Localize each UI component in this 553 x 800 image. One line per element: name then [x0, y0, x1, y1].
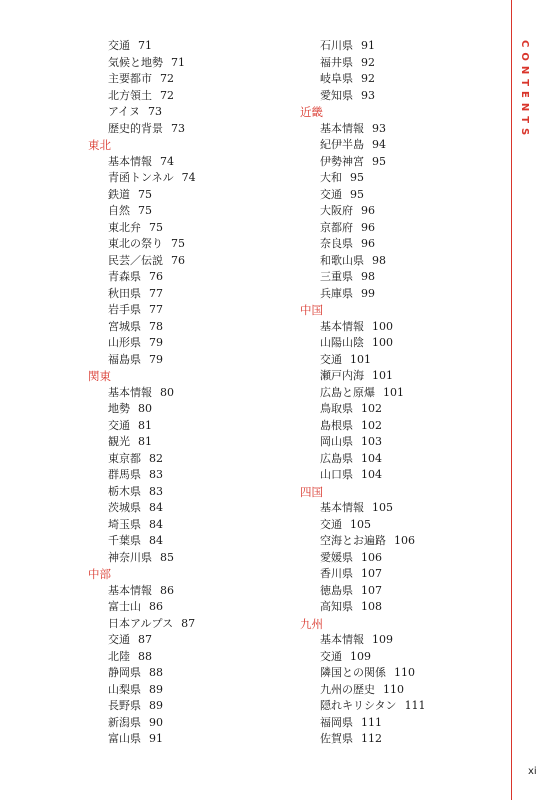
entry-page-number: 98: [361, 270, 375, 283]
entry-label: 観光: [108, 435, 130, 448]
toc-entry: [300, 517, 426, 534]
toc-entry: [300, 38, 426, 55]
entry-page-number: 111: [361, 715, 382, 729]
toc-entry: [300, 632, 426, 649]
entry-page-number: 87: [181, 616, 196, 630]
entry-page-number: 93: [361, 88, 375, 102]
entry-page-number: 73: [148, 105, 163, 118]
entry-label: 北方領土: [108, 88, 152, 102]
toc-entry: [88, 335, 196, 352]
entry-page-number: 77: [149, 286, 163, 300]
entry-label: 山口県: [320, 468, 353, 481]
toc-entry: [88, 616, 196, 633]
entry-page-number: 81: [138, 418, 152, 432]
toc-entry: [300, 368, 426, 385]
entry-label: 広島と原爆: [320, 385, 375, 399]
entry-label: 石川県: [320, 39, 353, 52]
contents-divider-rule: [511, 0, 512, 800]
entry-label: 基本情報: [108, 583, 152, 597]
toc-entry: [88, 154, 196, 171]
entry-page-number: 89: [149, 682, 163, 696]
entry-page-number: 76: [171, 253, 185, 267]
entry-page-number: 83: [149, 484, 163, 498]
entry-label: 岡山県: [320, 435, 353, 448]
toc-entry: [88, 649, 196, 666]
toc-entry: [300, 434, 426, 451]
toc-entry: [88, 401, 196, 418]
entry-page-number: 108: [361, 600, 382, 613]
entry-page-number: 106: [394, 534, 415, 547]
toc-entry: [88, 533, 196, 550]
toc-entry: [300, 451, 426, 468]
entry-page-number: 105: [372, 501, 393, 514]
entry-label: 自然: [108, 204, 130, 217]
entry-label: 交通: [320, 517, 342, 531]
toc-entry: [300, 500, 426, 517]
toc-entry: [88, 467, 196, 484]
toc-entry: [88, 715, 196, 732]
toc-entry: [300, 253, 426, 270]
toc-entry: [300, 566, 426, 583]
entry-page-number: 90: [149, 715, 163, 729]
entry-label: 富士山: [108, 600, 141, 613]
entry-label: 交通: [320, 352, 342, 366]
entry-label: 基本情報: [320, 319, 364, 333]
toc-entry: [300, 698, 426, 715]
entry-page-number: 75: [138, 204, 152, 217]
entry-label: 山梨県: [108, 682, 141, 696]
entry-page-number: 73: [171, 121, 185, 135]
toc-entry: [88, 203, 196, 220]
contents-vertical-title: CONTENTS: [519, 40, 530, 141]
entry-label: 山陽山陰: [320, 336, 364, 349]
section-heading: 四国: [300, 484, 323, 499]
toc-entry: [88, 121, 196, 138]
toc-entry: [88, 583, 196, 600]
entry-page-number: 84: [149, 534, 163, 547]
entry-label: 主要都市: [108, 72, 152, 85]
entry-page-number: 110: [394, 666, 415, 679]
entry-page-number: 92: [361, 72, 375, 85]
entry-page-number: 78: [149, 319, 163, 333]
entry-label: 岐阜県: [320, 72, 353, 85]
toc-entry: [300, 71, 426, 88]
entry-label: 長野県: [108, 699, 141, 712]
entry-page-number: 98: [372, 253, 386, 267]
entry-page-number: 76: [149, 270, 163, 283]
entry-label: 基本情報: [320, 633, 364, 646]
entry-page-number: 86: [160, 583, 174, 597]
toc-entry: [88, 104, 196, 121]
toc-entry: [88, 682, 196, 699]
toc-entry: [300, 715, 426, 732]
entry-label: 大和: [320, 171, 342, 184]
section-heading: 近畿: [300, 105, 323, 119]
entry-label: 静岡県: [108, 666, 141, 679]
entry-label: 岩手県: [108, 303, 141, 316]
entry-page-number: 91: [149, 732, 163, 745]
toc-entry: [300, 55, 426, 72]
entry-label: 福島県: [108, 352, 141, 366]
entry-label: 歴史的背景: [108, 121, 163, 135]
entry-page-number: 93: [372, 121, 386, 135]
toc-entry: [300, 335, 426, 352]
entry-label: 新潟県: [108, 715, 141, 729]
entry-label: 島根県: [320, 418, 353, 432]
entry-page-number: 104: [361, 468, 382, 481]
entry-label: アイヌ: [108, 105, 141, 118]
entry-page-number: 110: [383, 682, 404, 696]
entry-label: 民芸／伝説: [108, 253, 163, 267]
entry-page-number: 109: [372, 633, 393, 646]
toc-entry: [300, 269, 426, 286]
entry-page-number: 101: [383, 385, 404, 399]
toc-entry: [88, 71, 196, 88]
entry-label: 青函トンネル: [108, 171, 174, 184]
toc-entry: [300, 599, 426, 616]
entry-label: 佐賀県: [320, 732, 353, 745]
entry-page-number: 71: [171, 55, 185, 69]
entry-page-number: 83: [149, 468, 163, 481]
entry-label: 三重県: [320, 270, 353, 283]
entry-label: 青森県: [108, 270, 141, 283]
entry-label: 基本情報: [320, 121, 364, 135]
entry-page-number: 88: [149, 666, 163, 679]
entry-page-number: 100: [372, 336, 393, 349]
entry-page-number: 92: [361, 55, 375, 69]
entry-page-number: 74: [181, 171, 196, 184]
entry-page-number: 86: [149, 600, 163, 613]
toc-entry: [300, 401, 426, 418]
toc-entry: [88, 170, 196, 187]
entry-page-number: 107: [361, 583, 382, 597]
toc-entry: [88, 319, 196, 336]
entry-page-number: 80: [160, 385, 174, 399]
toc-entry: [88, 269, 196, 286]
toc-entry: [88, 599, 196, 616]
toc-entry: [300, 187, 426, 204]
toc-entry: [300, 649, 426, 666]
entry-label: 基本情報: [108, 385, 152, 399]
toc-entry: [88, 517, 196, 534]
entry-label: 東北の祭り: [108, 237, 163, 250]
entry-label: 兵庫県: [320, 286, 353, 300]
toc-entry: [88, 302, 196, 319]
toc-entry: [300, 203, 426, 220]
entry-label: 京都府: [320, 220, 353, 234]
entry-label: 瀬戸内海: [320, 369, 364, 382]
toc-entry: [88, 698, 196, 715]
toc-entry: [300, 170, 426, 187]
entry-label: 福井県: [320, 55, 353, 69]
entry-label: 愛知県: [320, 88, 353, 102]
toc-entry: [88, 451, 196, 468]
entry-page-number: 96: [361, 204, 375, 217]
toc-entry: [88, 88, 196, 105]
toc-entry: [88, 253, 196, 270]
entry-label: 広島県: [320, 451, 353, 465]
entry-page-number: 111: [404, 699, 426, 712]
toc-entry: [300, 137, 426, 154]
section-heading: 中国: [300, 303, 323, 317]
toc-entry: [88, 500, 196, 517]
toc-entry: [88, 236, 196, 253]
entry-label: 地勢: [108, 402, 130, 415]
toc-entry: [300, 352, 426, 369]
entry-label: 茨城県: [108, 501, 141, 514]
toc-entry: [300, 236, 426, 253]
section-heading: 関東: [88, 369, 111, 383]
entry-label: 和歌山県: [320, 253, 364, 267]
toc-entry: [300, 550, 426, 567]
toc-entry: [300, 121, 426, 138]
entry-label: 愛媛県: [320, 550, 353, 564]
toc-right-column: [300, 38, 426, 748]
toc-entry: [300, 418, 426, 435]
entry-page-number: 101: [372, 369, 393, 382]
entry-page-number: 95: [350, 171, 364, 184]
entry-page-number: 77: [149, 303, 163, 316]
entry-page-number: 104: [361, 451, 382, 465]
entry-page-number: 84: [149, 501, 163, 514]
entry-label: 交通: [108, 418, 130, 432]
entry-label: 空海とお遍路: [320, 534, 386, 547]
entry-label: 宮城県: [108, 319, 141, 333]
entry-page-number: 95: [350, 187, 364, 201]
toc-entry: [300, 682, 426, 699]
entry-label: 千葉県: [108, 534, 141, 547]
entry-label: 富山県: [108, 732, 141, 745]
toc-entry: [88, 665, 196, 682]
entry-page-number: 91: [361, 39, 375, 52]
entry-page-number: 105: [350, 517, 371, 531]
entry-label: 神奈川県: [108, 550, 152, 564]
entry-label: 大阪府: [320, 204, 353, 217]
entry-page-number: 96: [361, 237, 375, 250]
entry-label: 東京都: [108, 451, 141, 465]
entry-label: 埼玉県: [108, 517, 141, 531]
toc-entry: [300, 533, 426, 550]
entry-label: 交通: [108, 633, 130, 646]
toc-left-column: [88, 38, 196, 748]
entry-label: 福岡県: [320, 715, 353, 729]
entry-page-number: 95: [372, 154, 386, 168]
toc-entry: [88, 220, 196, 237]
toc-entry: [88, 731, 196, 748]
entry-label: 東北弁: [108, 220, 141, 234]
toc-entry: [88, 550, 196, 567]
toc-entry: [300, 385, 426, 402]
entry-label: 山形県: [108, 336, 141, 349]
entry-page-number: 81: [138, 435, 152, 448]
entry-label: 香川県: [320, 567, 353, 580]
toc-entry: [300, 665, 426, 682]
entry-page-number: 109: [350, 649, 371, 663]
entry-label: 九州の歴史: [320, 682, 375, 696]
entry-page-number: 82: [149, 451, 163, 465]
entry-label: 高知県: [320, 600, 353, 613]
entry-page-number: 107: [361, 567, 382, 580]
toc-entry: [88, 286, 196, 303]
section-heading: 中部: [88, 567, 111, 581]
entry-label: 隠れキリシタン: [320, 699, 397, 712]
entry-page-number: 102: [361, 418, 382, 432]
entry-page-number: 71: [138, 39, 152, 52]
entry-page-number: 88: [138, 649, 152, 663]
toc-entry: [300, 583, 426, 600]
entry-page-number: 100: [372, 319, 393, 333]
toc-entry: [88, 434, 196, 451]
entry-label: 交通: [320, 187, 342, 201]
toc-entry: [88, 418, 196, 435]
toc-entry: [300, 467, 426, 484]
entry-label: 秋田県: [108, 286, 141, 300]
entry-label: 鳥取県: [320, 402, 353, 415]
entry-label: 交通: [108, 39, 130, 52]
entry-page-number: 103: [361, 435, 382, 448]
entry-page-number: 101: [350, 352, 371, 366]
toc-entry: [300, 88, 426, 105]
entry-page-number: 79: [149, 336, 163, 349]
entry-label: 北陸: [108, 649, 130, 663]
entry-label: 群馬県: [108, 468, 141, 481]
entry-label: 栃木県: [108, 484, 141, 498]
toc-entry: [88, 38, 196, 55]
entry-page-number: 79: [149, 352, 163, 366]
entry-label: 気候と地勢: [108, 55, 163, 69]
entry-label: 徳島県: [320, 583, 353, 597]
toc-entry: [88, 55, 196, 72]
toc-entry: [88, 484, 196, 501]
entry-label: 伊勢神宮: [320, 154, 364, 168]
entry-page-number: 72: [160, 88, 174, 102]
toc-entry: [88, 187, 196, 204]
section-heading: 九州: [300, 616, 323, 631]
entry-label: 基本情報: [320, 501, 364, 514]
toc-entry: [300, 286, 426, 303]
entry-page-number: 102: [361, 402, 382, 415]
entry-label: 隣国との関係: [320, 666, 386, 679]
toc-entry: [300, 319, 426, 336]
entry-page-number: 84: [149, 517, 163, 531]
entry-page-number: 74: [160, 154, 174, 168]
toc-entry: [88, 352, 196, 369]
entry-label: 奈良県: [320, 237, 353, 250]
entry-page-number: 96: [361, 220, 375, 234]
section-heading: 東北: [88, 138, 111, 152]
toc-entry: [300, 731, 426, 748]
entry-page-number: 75: [149, 220, 163, 234]
entry-page-number: 85: [160, 550, 174, 564]
toc-entry: [88, 385, 196, 402]
entry-page-number: 75: [171, 237, 185, 250]
entry-label: 鉄道: [108, 187, 130, 201]
entry-page-number: 72: [160, 72, 174, 85]
entry-label: 基本情報: [108, 154, 152, 168]
entry-page-number: 112: [361, 732, 382, 745]
toc-entry: [300, 220, 426, 237]
toc-entry: [300, 154, 426, 171]
entry-page-number: 80: [138, 402, 152, 415]
entry-page-number: 87: [138, 633, 152, 646]
entry-page-number: 94: [372, 138, 386, 151]
entry-label: 交通: [320, 649, 342, 663]
page-number: xi: [528, 766, 537, 777]
entry-page-number: 106: [361, 550, 382, 564]
toc-entry: [88, 632, 196, 649]
entry-page-number: 89: [149, 699, 163, 712]
entry-page-number: 99: [361, 286, 375, 300]
entry-label: 日本アルプス: [108, 616, 174, 630]
entry-page-number: 75: [138, 187, 152, 201]
entry-label: 紀伊半島: [320, 138, 364, 151]
